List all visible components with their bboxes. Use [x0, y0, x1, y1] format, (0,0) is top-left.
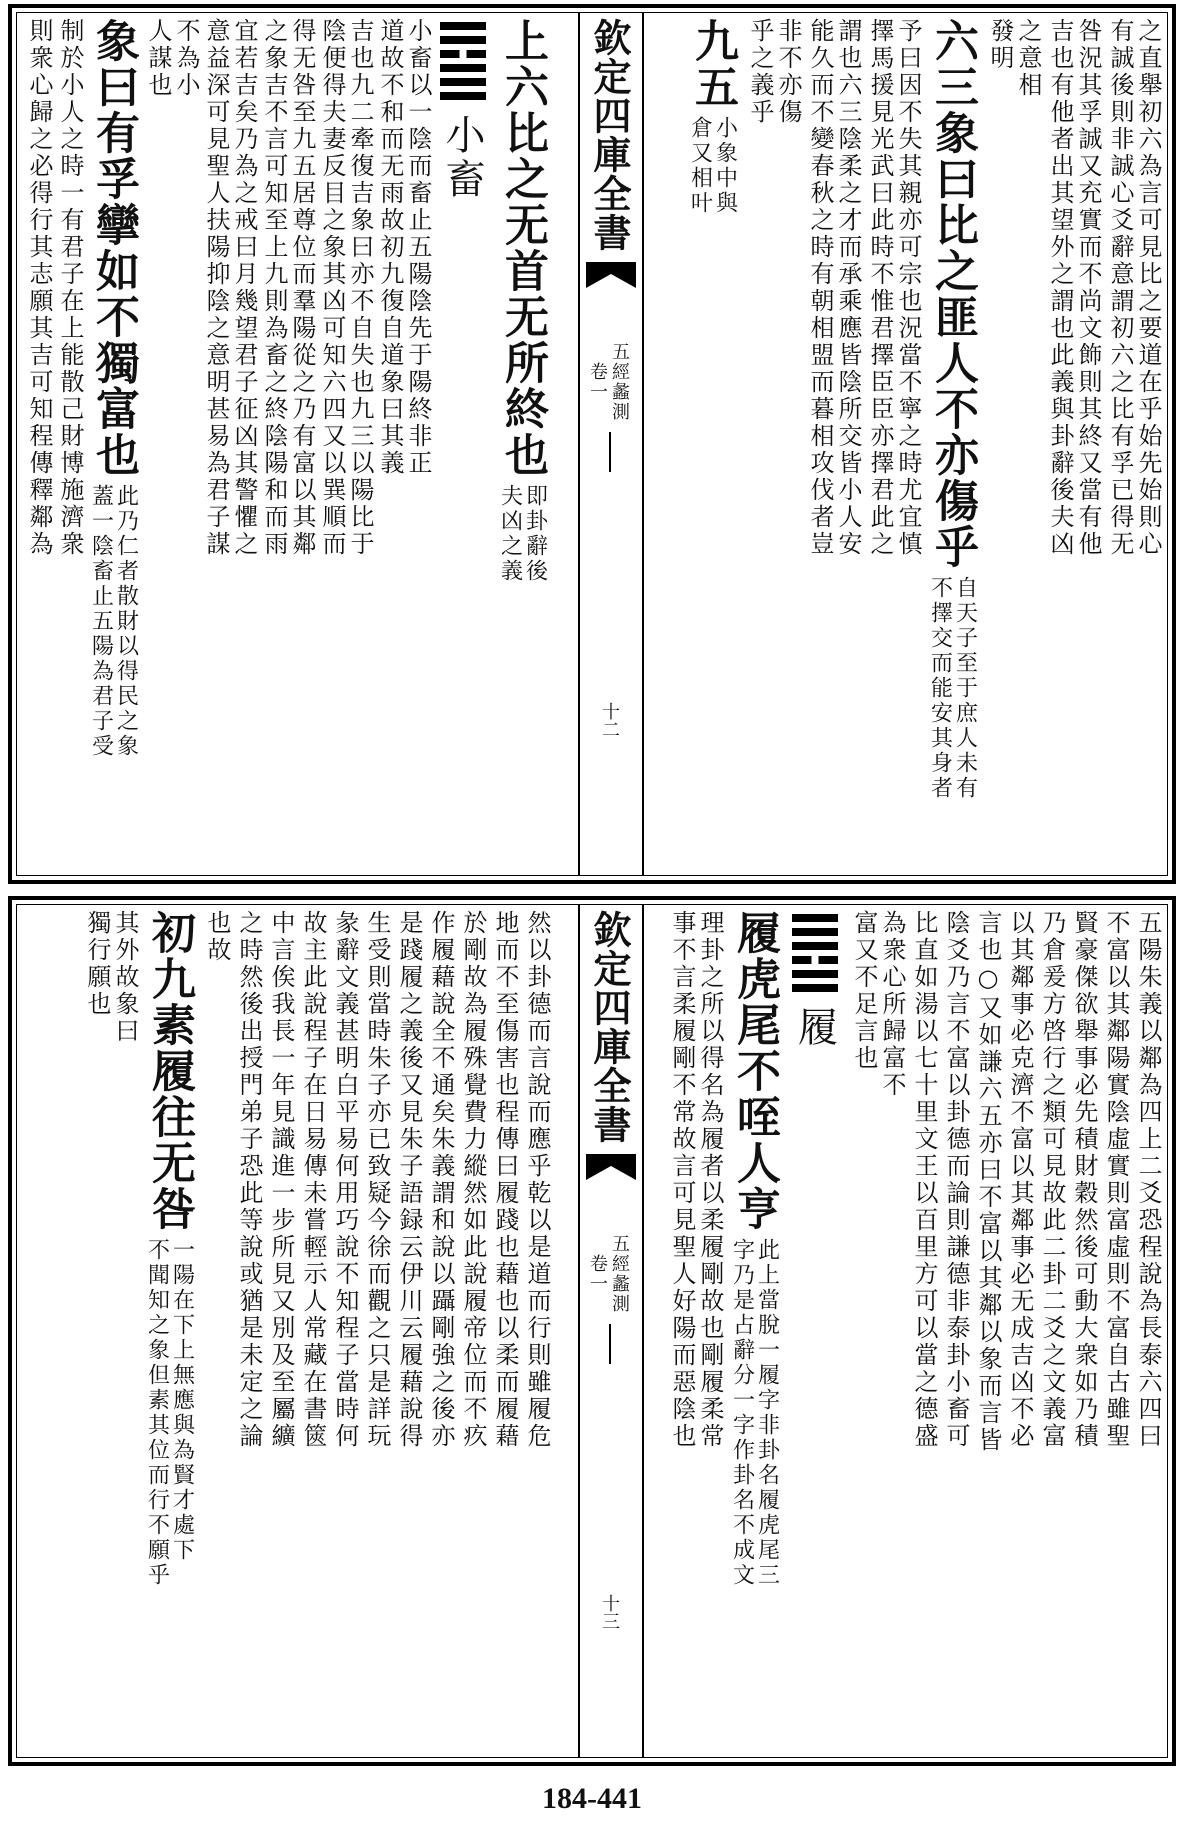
yang-line	[792, 928, 838, 936]
yang-line	[792, 914, 838, 922]
text-column: 地而不至傷害也程傳曰履踐也藉也以柔而履藉	[491, 910, 519, 1450]
annotation-line: 富又不足言也	[850, 910, 878, 1072]
annotation-line: 道故不和而无雨故初九復自道象曰其義	[376, 18, 404, 477]
annotation-line: 不聞知之象但素其位而行不願乎	[144, 1238, 170, 1588]
bottom-right-text-block	[615, 910, 1160, 1752]
annotation-column	[848, 910, 904, 1752]
bottom-left-text-block	[24, 910, 549, 1752]
hexagram-column	[786, 910, 844, 1752]
annotation-line: 得无咎至九五居尊位而羣陽從之乃有富以其鄰	[288, 18, 316, 558]
annotation-line: 之象吉不言可知至上九則為畜之終陰陽和而雨	[260, 18, 288, 558]
main-text-column	[141, 910, 197, 1752]
hexagram-symbol	[792, 914, 838, 992]
hexagram-name: 小畜	[439, 114, 485, 202]
annotation-line: 意益深可見聖人扶陽抑陰之意明甚易為君子謀	[202, 18, 230, 558]
annotation-column	[666, 910, 722, 1752]
inline-annotation	[499, 484, 546, 584]
annotation-line: 蓋一陰畜止五陽為君子受	[88, 484, 114, 759]
annotation-line: 之意相	[1014, 18, 1042, 99]
top-page-panel	[8, 4, 1176, 884]
spine-title: 欽定四庫全書	[587, 18, 632, 252]
annotation-column	[376, 18, 430, 870]
fishtail-mark	[586, 262, 636, 288]
annotation-line: 乎之義乎	[746, 18, 774, 126]
text-column: 故主此說程子在日易傳未嘗輕示人常藏在書篋	[299, 910, 327, 1450]
annotation-line: 夫凶之義	[497, 484, 523, 584]
annotation-line: 不為小	[172, 18, 200, 99]
annotation-column	[864, 18, 920, 870]
yang-line	[440, 36, 486, 44]
hexagram-symbol	[440, 22, 486, 100]
inline-annotation	[929, 576, 976, 801]
top-left-text-block	[24, 18, 549, 870]
main-text-column	[684, 18, 740, 870]
text-column: 言也○又如謙六五亦曰不富以其鄰以象而言皆	[974, 910, 1002, 1454]
annotation-line: 人謀也	[144, 18, 172, 99]
main-text: 初九素履往无咎	[144, 910, 195, 1232]
spine-book-name: 五經蠡測	[609, 1234, 630, 1314]
yang-line	[792, 970, 838, 978]
annotation-column	[1044, 18, 1100, 870]
annotation-column	[202, 18, 256, 870]
annotation-line: 事不言柔履剛不常故言可見聖人好陽而惡陰也	[668, 910, 696, 1450]
annotation-column	[984, 18, 1040, 870]
fishtail-mark	[586, 1154, 636, 1180]
annotation-line: 發明	[986, 18, 1014, 72]
text-column: 比直如湯以七十里文王以百里方可以當之德盛	[910, 910, 938, 1450]
inline-annotation	[689, 116, 736, 216]
spine-divider	[609, 432, 611, 472]
annotation-line: 有誠後則非誠心爻辭意謂初六之比有孚已得无	[1106, 18, 1134, 558]
annotation-line: 擇馬援見光武曰此時不惟君擇臣臣亦擇君此之	[866, 18, 894, 558]
annotation-column	[318, 18, 372, 870]
annotation-line: 吉也九二牽復吉象曰亦不自失也九三以陽比于	[346, 18, 374, 558]
inline-annotation	[146, 1238, 193, 1588]
text-column: 然以卦德而言說而應乎乾以是道而行則雖履危	[523, 910, 551, 1450]
annotation-column	[81, 910, 137, 1752]
annotation-line: 之直舉初六為言可見比之要道在乎始先始則心	[1134, 18, 1162, 558]
annotation-column	[144, 18, 198, 870]
text-column: 五陽朱義以鄰為四上二爻恐程說為長泰六四曰	[1134, 910, 1162, 1450]
yin-line	[792, 956, 838, 964]
annotation-line: 即卦辭後	[522, 484, 548, 584]
page-code: 184-441	[542, 1782, 642, 1815]
main-text-column	[86, 18, 140, 870]
annotation-line: 為衆心所歸富不	[878, 910, 906, 1099]
annotation-line: 能久而不變春秋之時有朝相盟而暮相攻伐者豈	[806, 18, 834, 558]
bottom-page-panel	[8, 896, 1176, 1766]
annotation-line: 小象中與	[712, 116, 738, 216]
spine-page-number: 十三	[599, 1594, 620, 1630]
main-text-column	[495, 18, 549, 870]
annotation-line: 吉也有他者出其望外之謂也此義與卦辭後夫凶	[1046, 18, 1074, 558]
main-text: 六三象曰比之匪人不亦傷乎	[927, 18, 978, 570]
text-column: 也故	[203, 910, 231, 964]
bottom-center-spine	[578, 904, 644, 1758]
yang-line	[792, 984, 838, 992]
text-column: 乃倉爰方啓行之類可見故此二卦二爻之文義富	[1038, 910, 1066, 1450]
annotation-column	[744, 18, 800, 870]
text-column: 作履藉說全不通矣朱義謂和說以躡剛強之後亦	[427, 910, 455, 1450]
main-text-column	[924, 18, 980, 870]
spine-volume: 卷一	[587, 1254, 608, 1294]
spine-title: 欽定四庫全書	[587, 910, 632, 1144]
annotation-column	[804, 18, 860, 870]
main-text: 九五	[687, 18, 738, 110]
text-column: 生受則當時朱子亦已致疑今徐而觀之只是詳玩	[363, 910, 391, 1450]
annotation-line: 此乃仁者散財以得民之象	[113, 484, 139, 759]
annotation-line: 予曰因不失其親亦可宗也況當不寧之時尤宜慎	[894, 18, 922, 558]
text-column: 之時然後出授門弟子恐此等說或猶是未定之論	[235, 910, 263, 1450]
yin-line	[440, 50, 486, 58]
annotation-line: 小畜以一陰而畜止五陽陰先于陽終非正	[404, 18, 432, 477]
top-right-text-block	[615, 18, 1160, 870]
main-text: 上六比之无首无所終也	[497, 18, 548, 478]
yang-line	[440, 92, 486, 100]
spine-divider	[609, 1324, 611, 1364]
annotation-column	[260, 18, 314, 870]
main-text: 象曰有孚攣如不獨富也	[88, 18, 139, 478]
text-column: 不富以其鄰陽實陰虛實則富虛則不富自古雖聖	[1102, 910, 1130, 1450]
annotation-column	[1104, 18, 1160, 870]
inline-annotation	[90, 484, 137, 759]
text-column: 賢豪傑欲舉事必先積財穀然後可動大衆如乃積	[1070, 910, 1098, 1450]
annotation-line: 獨行願也	[83, 910, 111, 1018]
text-column: 制於小人之時一有君子在上能散己財博施濟衆	[56, 18, 84, 558]
annotation-line: 倉又相叶	[687, 116, 713, 216]
hexagram-name: 履	[791, 1006, 838, 1050]
text-column: 彖辭文義甚明白平易何用巧說不知程子當時何	[331, 910, 359, 1450]
text-column: 於剛故為履殊覺費力縱然如此說履帝位而不疚	[459, 910, 487, 1450]
hexagram-column	[434, 18, 491, 870]
spine-book-name: 五經蠡測	[609, 342, 630, 422]
main-text-column	[726, 910, 782, 1752]
annotation-line: 不擇交而能安其身者	[927, 576, 953, 801]
yang-line	[440, 64, 486, 72]
annotation-line: 一陽在下上無應與為賢才處下	[169, 1238, 195, 1563]
text-column: 陰爻乃言不富以卦德而論則謙德非泰卦小畜可	[942, 910, 970, 1450]
yang-line	[440, 78, 486, 86]
inline-annotation	[731, 1238, 778, 1588]
top-center-spine	[578, 12, 644, 876]
spine-page-number: 十二	[599, 702, 620, 738]
annotation-line: 非不亦傷	[774, 18, 802, 126]
yang-line	[792, 942, 838, 950]
annotation-line: 理卦之所以得名為履者以柔履剛故也剛履柔常	[696, 910, 724, 1450]
main-text: 履虎尾不咥人亨	[729, 910, 780, 1232]
annotation-line: 自天子至于庶人未有	[952, 576, 978, 801]
spine-volume: 卷一	[587, 362, 608, 402]
annotation-line: 宜若吉矣乃為之戒曰月幾望君子征凶其警懼之	[230, 18, 258, 558]
text-column: 中言俟我長一年見識進一步所見又別及至屬纊	[267, 910, 295, 1450]
annotation-line: 咎況其孚誠又充實而不尚文飾則其終又當有他	[1074, 18, 1102, 558]
annotation-line: 謂也六三陰柔之才而承乘應皆陰所交皆小人安	[834, 18, 862, 558]
text-column: 是踐履之義後又見朱子語録云伊川云履藉說得	[395, 910, 423, 1450]
annotation-line: 此上當脫一履字非卦名履虎尾三	[754, 1238, 780, 1588]
annotation-line: 陰便得夫妻反目之象其凶可知六四又以巽順而	[318, 18, 346, 558]
text-column: 以其鄰事必克濟不富以其鄰事必无成吉凶不必	[1006, 910, 1034, 1450]
annotation-line: 字乃是占辭分一字作卦名不成文	[729, 1238, 755, 1588]
text-column: 則衆心歸之必得行其志願其吉可知程傳釋鄰為	[25, 18, 53, 558]
yang-line	[440, 22, 486, 30]
annotation-line: 其外故象曰	[111, 910, 139, 1045]
